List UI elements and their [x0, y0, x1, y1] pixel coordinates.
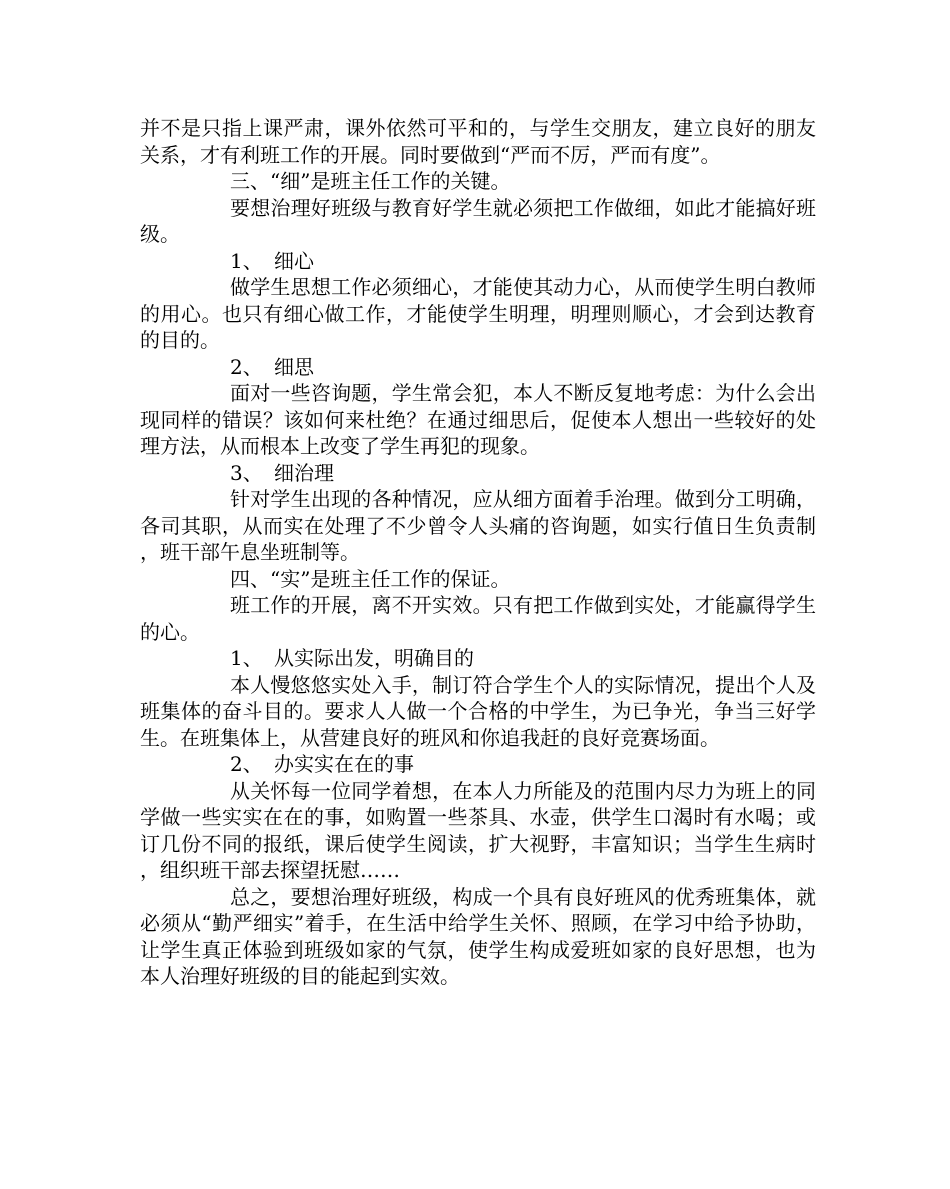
paragraph-conclusion: 总之，要想治理好班级，构成一个具有良好班风的优秀班集体，就必须从“勤严细实”着手，在生活中给学生关怀、照顾，在学习中给予协助，让学生真正体验到班级如家的气氛，使学生构成爱班如家的良好思想，也为本人治理好班级的目的能起到实效。: [140, 884, 816, 988]
paragraph: 从关怀每一位同学着想，在本人力所能及的范围内尽力为班上的同学做一些实实在在的事，如购置一些茶具、水壶，供学生口渴时有水喝；或订几份不同的报纸，课后使学生阅读，扩大视野，丰富知识；当学生生病时，组织班干部去探望抚慰……: [140, 778, 816, 882]
subheading-text: 从实际出发，明确目的: [274, 646, 474, 670]
subheading-3-2: [140, 354, 816, 381]
paragraph: 面对一些咨询题，学生常会犯，本人不断反复地考虑：为什么会出现同样的错误？该如何来杜绝？在通过细思后，促使本人想出一些较好的处理方法，从而根本上改变了学生再犯的现象。: [140, 381, 816, 458]
subheading-text: 办实实在在的事: [274, 752, 414, 776]
subheading-number: 3、: [230, 460, 263, 485]
subheading-number: 1、: [230, 248, 263, 273]
document-page: [140, 115, 816, 990]
paragraph-continuation: 并不是只指上课严肃，课外依然可平和的，与学生交朋友，建立良好的朋友关系，才有利班工作的开展。同时要做到“严而不厉，严而有度”。: [140, 116, 816, 167]
subheading-number: 2、: [230, 354, 263, 379]
subheading-text: 细思: [274, 354, 314, 379]
paragraph: 做学生思想工作必须细心，才能使其动力心，从而使学生明白教师的用心。也只有细心做工作，才能使学生明理，明理则顺心，才会到达教育的目的。: [140, 275, 816, 352]
subheading-4-1: [140, 645, 816, 672]
subheading-3-1: [140, 248, 816, 275]
subheading-text: 细心: [274, 248, 314, 273]
subheading-number: 2、: [230, 752, 263, 776]
subheading-4-2: [140, 751, 816, 778]
subheading-text: 细治理: [274, 460, 334, 485]
subheading-3-3: [140, 460, 816, 487]
subheading-number: 1、: [230, 646, 263, 670]
paragraph: 针对学生出现的各种情况，应从细方面着手治理。做到分工明确，各司其职，从而实在处理了不少曾令人头痛的咨询题，如实行值日生负责制，班干部午息坐班制等。: [140, 487, 816, 564]
section-heading-4: 四、“实”是班主任工作的保证。: [230, 566, 511, 591]
paragraph: 要想治理好班级与教育好学生就必须把工作做细，如此才能搞好班级。: [140, 195, 816, 246]
section-heading-3: 三、“细”是班主任工作的关键。: [230, 169, 511, 193]
paragraph: 本人慢悠悠实处入手，制订符合学生个人的实际情况，提出个人及班集体的奋斗目的。要求人人做一个合格的中学生，为已争光，争当三好学生。在班集体上，从营建良好的班风和你追我赶的良好竞赛场面。: [140, 672, 816, 750]
paragraph: 班工作的开展，离不开实效。只有把工作做到实处，才能赢得学生的心。: [140, 593, 816, 644]
